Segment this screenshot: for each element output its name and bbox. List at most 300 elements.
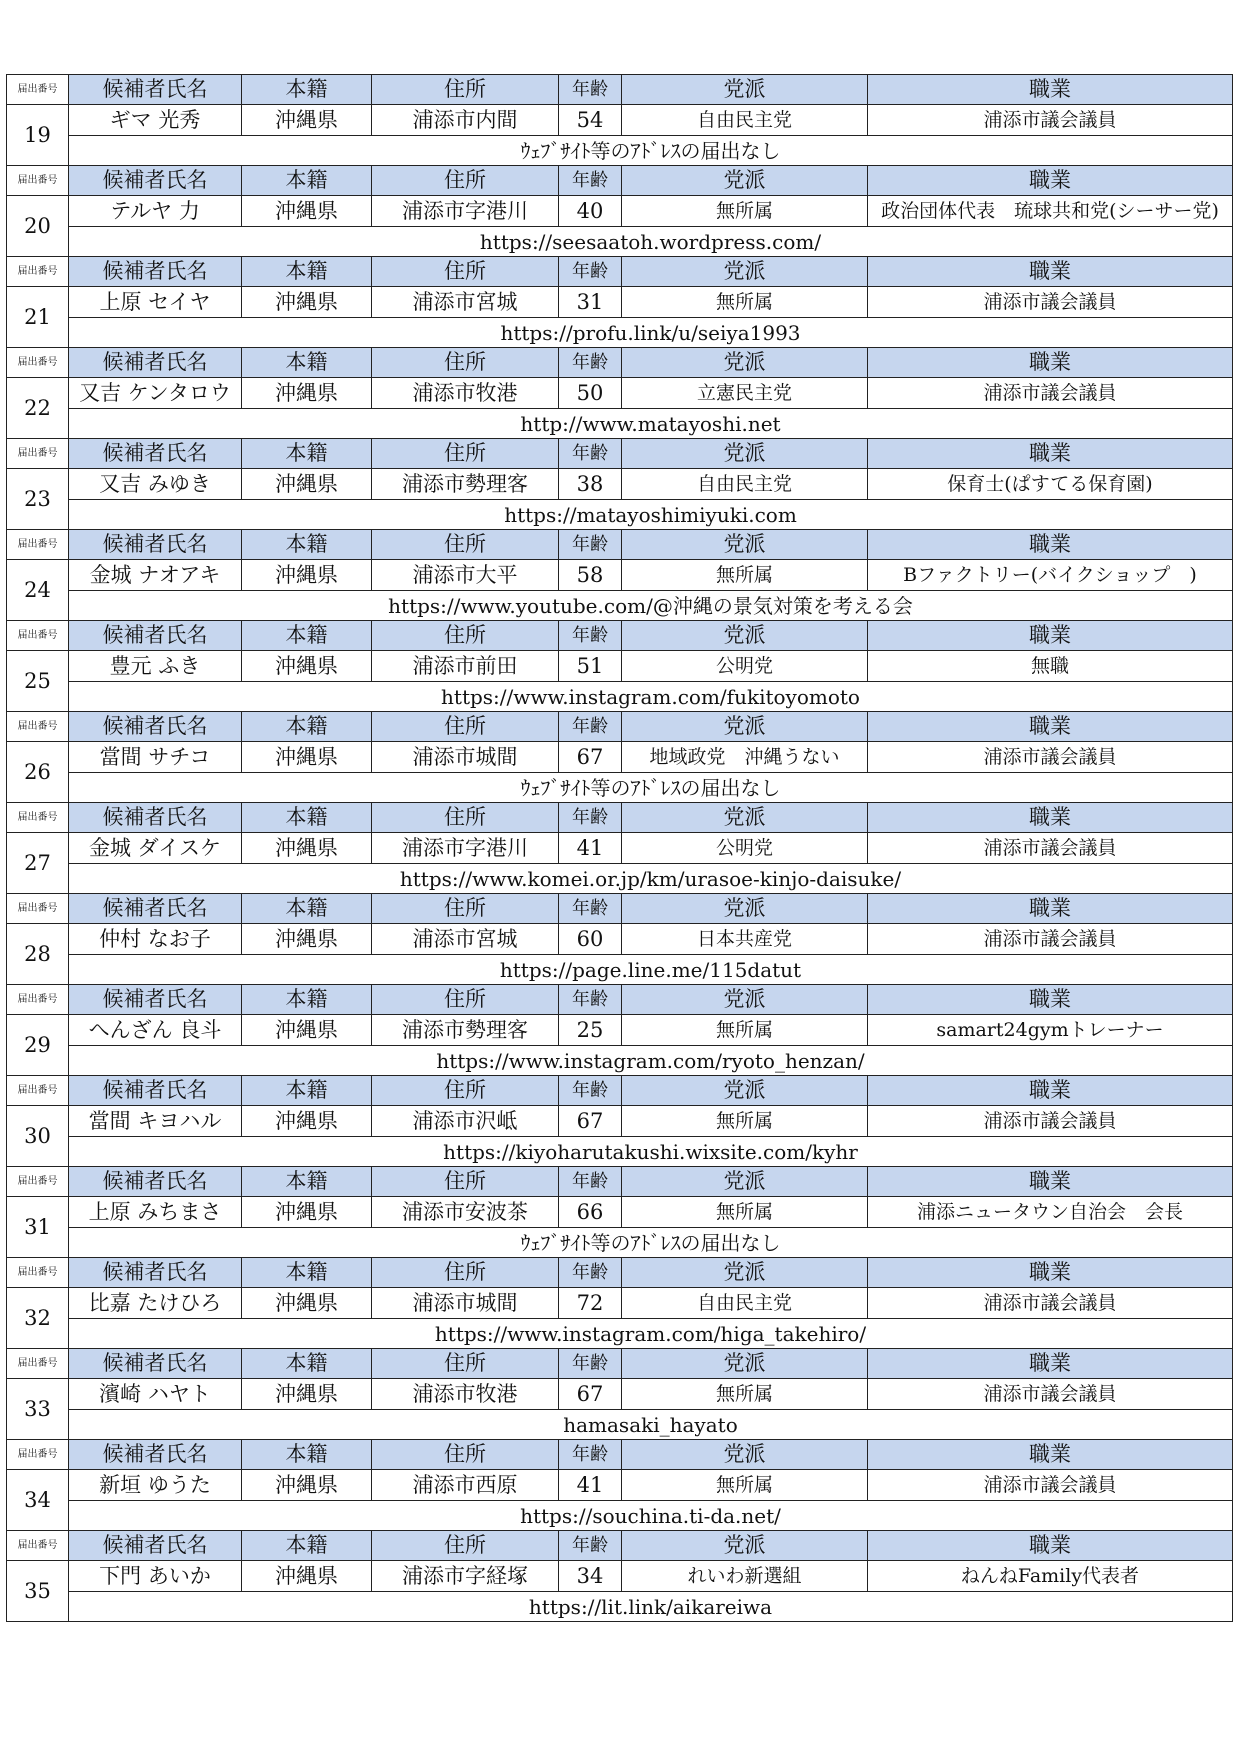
candidate-name: 金城 ダイスケ bbox=[69, 833, 242, 864]
candidate-job: 無職 bbox=[868, 651, 1233, 682]
candidate-website: https://lit.link/aikareiwa bbox=[69, 1592, 1233, 1622]
header-honseki: 本籍 bbox=[242, 1167, 372, 1197]
candidate-address: 浦添市勢理客 bbox=[372, 469, 559, 500]
candidate-row bbox=[7, 924, 1233, 955]
candidate-party: 自由民主党 bbox=[622, 469, 868, 500]
header-address: 住所 bbox=[372, 1440, 559, 1470]
header-address: 住所 bbox=[372, 166, 559, 196]
header-honseki: 本籍 bbox=[242, 621, 372, 651]
header-row bbox=[7, 439, 1233, 469]
header-honseki: 本籍 bbox=[242, 1349, 372, 1379]
header-address: 住所 bbox=[372, 348, 559, 378]
header-age: 年齢 bbox=[559, 621, 622, 651]
candidate-job: Bファクトリー(バイクショップ ) bbox=[868, 560, 1233, 591]
header-name: 候補者氏名 bbox=[69, 621, 242, 651]
header-number-label: 届出番号 bbox=[7, 1531, 69, 1561]
header-job: 職業 bbox=[868, 75, 1233, 105]
candidate-name: 濱崎 ハヤト bbox=[69, 1379, 242, 1410]
header-number-label: 届出番号 bbox=[7, 712, 69, 742]
candidate-number: 33 bbox=[7, 1379, 69, 1440]
header-row bbox=[7, 75, 1233, 105]
candidate-name: 又吉 みゆき bbox=[69, 469, 242, 500]
candidate-row bbox=[7, 651, 1233, 682]
candidate-row bbox=[7, 833, 1233, 864]
candidate-row bbox=[7, 287, 1233, 318]
header-job: 職業 bbox=[868, 348, 1233, 378]
header-job: 職業 bbox=[868, 1531, 1233, 1561]
candidate-url-row bbox=[7, 1319, 1233, 1349]
header-name: 候補者氏名 bbox=[69, 257, 242, 287]
header-number-label: 届出番号 bbox=[7, 621, 69, 651]
candidate-number: 26 bbox=[7, 742, 69, 803]
header-address: 住所 bbox=[372, 1258, 559, 1288]
header-address: 住所 bbox=[372, 530, 559, 560]
candidate-age: 38 bbox=[559, 469, 622, 500]
header-party: 党派 bbox=[622, 1076, 868, 1106]
header-honseki: 本籍 bbox=[242, 257, 372, 287]
candidate-url-row bbox=[7, 1501, 1233, 1531]
candidate-url-row bbox=[7, 864, 1233, 894]
header-name: 候補者氏名 bbox=[69, 75, 242, 105]
header-age: 年齢 bbox=[559, 257, 622, 287]
candidate-honseki: 沖縄県 bbox=[242, 1106, 372, 1137]
candidate-age: 41 bbox=[559, 833, 622, 864]
header-row bbox=[7, 1167, 1233, 1197]
header-age: 年齢 bbox=[559, 348, 622, 378]
header-honseki: 本籍 bbox=[242, 1076, 372, 1106]
header-number-label: 届出番号 bbox=[7, 1349, 69, 1379]
header-honseki: 本籍 bbox=[242, 985, 372, 1015]
candidate-job: 浦添市議会議員 bbox=[868, 742, 1233, 773]
header-number-label: 届出番号 bbox=[7, 803, 69, 833]
candidate-name: 豊元 ふき bbox=[69, 651, 242, 682]
header-number-label: 届出番号 bbox=[7, 530, 69, 560]
candidate-honseki: 沖縄県 bbox=[242, 1379, 372, 1410]
candidate-age: 34 bbox=[559, 1561, 622, 1592]
header-name: 候補者氏名 bbox=[69, 712, 242, 742]
candidate-address: 浦添市勢理客 bbox=[372, 1015, 559, 1046]
header-name: 候補者氏名 bbox=[69, 1440, 242, 1470]
candidate-url-row bbox=[7, 955, 1233, 985]
candidate-job: 浦添市議会議員 bbox=[868, 1379, 1233, 1410]
candidate-age: 72 bbox=[559, 1288, 622, 1319]
candidate-website: hamasaki_hayato bbox=[69, 1410, 1233, 1440]
candidate-party: 無所属 bbox=[622, 1197, 868, 1228]
candidate-table bbox=[6, 74, 1233, 1622]
header-address: 住所 bbox=[372, 75, 559, 105]
header-row bbox=[7, 257, 1233, 287]
header-number-label: 届出番号 bbox=[7, 1440, 69, 1470]
candidate-age: 67 bbox=[559, 1379, 622, 1410]
candidate-row bbox=[7, 1561, 1233, 1592]
candidate-age: 25 bbox=[559, 1015, 622, 1046]
candidate-number: 35 bbox=[7, 1561, 69, 1622]
candidate-address: 浦添市牧港 bbox=[372, 378, 559, 409]
header-party: 党派 bbox=[622, 1167, 868, 1197]
candidate-party: 無所属 bbox=[622, 1379, 868, 1410]
candidate-website: https://www.youtube.com/@沖縄の景気対策を考える会 bbox=[69, 591, 1233, 621]
candidate-row bbox=[7, 1015, 1233, 1046]
candidate-row bbox=[7, 378, 1233, 409]
candidate-party: 無所属 bbox=[622, 287, 868, 318]
header-address: 住所 bbox=[372, 894, 559, 924]
candidate-url-row bbox=[7, 682, 1233, 712]
candidate-honseki: 沖縄県 bbox=[242, 196, 372, 227]
candidate-number: 20 bbox=[7, 196, 69, 257]
candidate-website: https://souchina.ti-da.net/ bbox=[69, 1501, 1233, 1531]
header-name: 候補者氏名 bbox=[69, 1076, 242, 1106]
header-age: 年齢 bbox=[559, 1440, 622, 1470]
candidate-website: http://www.matayoshi.net bbox=[69, 409, 1233, 439]
candidate-address: 浦添市字港川 bbox=[372, 833, 559, 864]
candidate-job: 浦添市議会議員 bbox=[868, 105, 1233, 136]
candidate-row bbox=[7, 196, 1233, 227]
candidate-job: 保育士(ぱすてる保育園) bbox=[868, 469, 1233, 500]
header-party: 党派 bbox=[622, 1440, 868, 1470]
candidate-honseki: 沖縄県 bbox=[242, 1197, 372, 1228]
candidate-party: 公明党 bbox=[622, 651, 868, 682]
header-party: 党派 bbox=[622, 530, 868, 560]
candidate-website: https://seesaatoh.wordpress.com/ bbox=[69, 227, 1233, 257]
candidate-number: 21 bbox=[7, 287, 69, 348]
header-party: 党派 bbox=[622, 257, 868, 287]
candidate-name: 又吉 ケンタロウ bbox=[69, 378, 242, 409]
header-job: 職業 bbox=[868, 166, 1233, 196]
candidate-row bbox=[7, 1379, 1233, 1410]
header-name: 候補者氏名 bbox=[69, 894, 242, 924]
candidate-number: 24 bbox=[7, 560, 69, 621]
candidate-number: 27 bbox=[7, 833, 69, 894]
header-row bbox=[7, 530, 1233, 560]
candidate-number: 32 bbox=[7, 1288, 69, 1349]
header-address: 住所 bbox=[372, 1531, 559, 1561]
candidate-party: 無所属 bbox=[622, 560, 868, 591]
header-name: 候補者氏名 bbox=[69, 1258, 242, 1288]
header-age: 年齢 bbox=[559, 166, 622, 196]
candidate-job: 政治団体代表 琉球共和党(シーサー党) bbox=[868, 196, 1233, 227]
header-age: 年齢 bbox=[559, 712, 622, 742]
header-age: 年齢 bbox=[559, 803, 622, 833]
header-party: 党派 bbox=[622, 75, 868, 105]
candidate-job: ねんねFamily代表者 bbox=[868, 1561, 1233, 1592]
candidate-address: 浦添市字経塚 bbox=[372, 1561, 559, 1592]
candidate-age: 67 bbox=[559, 742, 622, 773]
candidate-age: 41 bbox=[559, 1470, 622, 1501]
header-name: 候補者氏名 bbox=[69, 1531, 242, 1561]
candidate-honseki: 沖縄県 bbox=[242, 651, 372, 682]
candidate-website: ｳｪﾌﾞｻｲﾄ等のｱﾄﾞﾚｽの届出なし bbox=[69, 136, 1233, 166]
header-address: 住所 bbox=[372, 257, 559, 287]
header-job: 職業 bbox=[868, 1076, 1233, 1106]
candidate-row bbox=[7, 1197, 1233, 1228]
candidate-row bbox=[7, 105, 1233, 136]
header-job: 職業 bbox=[868, 1167, 1233, 1197]
header-job: 職業 bbox=[868, 621, 1233, 651]
header-job: 職業 bbox=[868, 894, 1233, 924]
candidate-row bbox=[7, 560, 1233, 591]
header-name: 候補者氏名 bbox=[69, 803, 242, 833]
header-party: 党派 bbox=[622, 348, 868, 378]
header-age: 年齢 bbox=[559, 1167, 622, 1197]
candidate-name: 上原 みちまさ bbox=[69, 1197, 242, 1228]
candidate-address: 浦添市前田 bbox=[372, 651, 559, 682]
candidate-honseki: 沖縄県 bbox=[242, 287, 372, 318]
candidate-row bbox=[7, 742, 1233, 773]
candidate-number: 19 bbox=[7, 105, 69, 166]
candidate-url-row bbox=[7, 1228, 1233, 1258]
candidate-website: https://page.line.me/115datut bbox=[69, 955, 1233, 985]
header-row bbox=[7, 712, 1233, 742]
candidate-address: 浦添市沢岻 bbox=[372, 1106, 559, 1137]
candidate-honseki: 沖縄県 bbox=[242, 1288, 372, 1319]
candidate-name: へんざん 良斗 bbox=[69, 1015, 242, 1046]
header-number-label: 届出番号 bbox=[7, 166, 69, 196]
candidate-party: 地域政党 沖縄うない bbox=[622, 742, 868, 773]
header-name: 候補者氏名 bbox=[69, 985, 242, 1015]
candidate-url-row bbox=[7, 1592, 1233, 1622]
candidate-row bbox=[7, 1288, 1233, 1319]
header-party: 党派 bbox=[622, 712, 868, 742]
candidate-number: 22 bbox=[7, 378, 69, 439]
header-age: 年齢 bbox=[559, 439, 622, 469]
header-job: 職業 bbox=[868, 1258, 1233, 1288]
candidate-name: 金城 ナオアキ bbox=[69, 560, 242, 591]
candidate-url-row bbox=[7, 773, 1233, 803]
header-honseki: 本籍 bbox=[242, 1531, 372, 1561]
header-party: 党派 bbox=[622, 894, 868, 924]
header-name: 候補者氏名 bbox=[69, 1167, 242, 1197]
header-address: 住所 bbox=[372, 803, 559, 833]
candidate-address: 浦添市字港川 bbox=[372, 196, 559, 227]
candidate-address: 浦添市西原 bbox=[372, 1470, 559, 1501]
header-job: 職業 bbox=[868, 1349, 1233, 1379]
header-number-label: 届出番号 bbox=[7, 1258, 69, 1288]
candidate-website: https://kiyoharutakushi.wixsite.com/kyhr bbox=[69, 1137, 1233, 1167]
candidate-job: 浦添市議会議員 bbox=[868, 378, 1233, 409]
header-number-label: 届出番号 bbox=[7, 75, 69, 105]
candidate-honseki: 沖縄県 bbox=[242, 469, 372, 500]
header-row bbox=[7, 1258, 1233, 1288]
header-age: 年齢 bbox=[559, 75, 622, 105]
candidate-name: 比嘉 たけひろ bbox=[69, 1288, 242, 1319]
candidate-address: 浦添市城間 bbox=[372, 742, 559, 773]
candidate-url-row bbox=[7, 500, 1233, 530]
candidate-honseki: 沖縄県 bbox=[242, 924, 372, 955]
header-party: 党派 bbox=[622, 621, 868, 651]
candidate-address: 浦添市宮城 bbox=[372, 924, 559, 955]
header-age: 年齢 bbox=[559, 1531, 622, 1561]
header-row bbox=[7, 894, 1233, 924]
header-honseki: 本籍 bbox=[242, 530, 372, 560]
header-row bbox=[7, 1349, 1233, 1379]
candidate-address: 浦添市内間 bbox=[372, 105, 559, 136]
header-address: 住所 bbox=[372, 1076, 559, 1106]
candidate-job: 浦添市議会議員 bbox=[868, 1106, 1233, 1137]
header-name: 候補者氏名 bbox=[69, 439, 242, 469]
candidate-party: 日本共産党 bbox=[622, 924, 868, 955]
header-honseki: 本籍 bbox=[242, 712, 372, 742]
header-job: 職業 bbox=[868, 439, 1233, 469]
candidate-party: 無所属 bbox=[622, 196, 868, 227]
header-address: 住所 bbox=[372, 621, 559, 651]
header-row bbox=[7, 166, 1233, 196]
candidate-age: 40 bbox=[559, 196, 622, 227]
candidate-url-row bbox=[7, 1137, 1233, 1167]
candidate-job: 浦添市議会議員 bbox=[868, 287, 1233, 318]
header-name: 候補者氏名 bbox=[69, 530, 242, 560]
candidate-party: 無所属 bbox=[622, 1470, 868, 1501]
candidate-name: ギマ 光秀 bbox=[69, 105, 242, 136]
header-number-label: 届出番号 bbox=[7, 348, 69, 378]
candidate-name: 當間 キヨハル bbox=[69, 1106, 242, 1137]
header-age: 年齢 bbox=[559, 894, 622, 924]
candidate-website: https://www.instagram.com/higa_takehiro/ bbox=[69, 1319, 1233, 1349]
header-job: 職業 bbox=[868, 712, 1233, 742]
candidate-website: https://profu.link/u/seiya1993 bbox=[69, 318, 1233, 348]
header-name: 候補者氏名 bbox=[69, 166, 242, 196]
header-row bbox=[7, 985, 1233, 1015]
header-party: 党派 bbox=[622, 1531, 868, 1561]
candidate-url-row bbox=[7, 1046, 1233, 1076]
candidate-number: 25 bbox=[7, 651, 69, 712]
candidate-address: 浦添市大平 bbox=[372, 560, 559, 591]
candidate-row bbox=[7, 1106, 1233, 1137]
candidate-url-row bbox=[7, 409, 1233, 439]
header-job: 職業 bbox=[868, 530, 1233, 560]
header-age: 年齢 bbox=[559, 1258, 622, 1288]
candidate-honseki: 沖縄県 bbox=[242, 1561, 372, 1592]
header-party: 党派 bbox=[622, 439, 868, 469]
header-number-label: 届出番号 bbox=[7, 894, 69, 924]
header-number-label: 届出番号 bbox=[7, 1076, 69, 1106]
candidate-age: 31 bbox=[559, 287, 622, 318]
candidate-party: 立憲民主党 bbox=[622, 378, 868, 409]
candidate-party: 自由民主党 bbox=[622, 105, 868, 136]
candidate-age: 54 bbox=[559, 105, 622, 136]
candidate-honseki: 沖縄県 bbox=[242, 560, 372, 591]
header-honseki: 本籍 bbox=[242, 1440, 372, 1470]
header-job: 職業 bbox=[868, 803, 1233, 833]
candidate-website: https://www.komei.or.jp/km/urasoe-kinjo-daisuke/ bbox=[69, 864, 1233, 894]
header-party: 党派 bbox=[622, 985, 868, 1015]
header-number-label: 届出番号 bbox=[7, 985, 69, 1015]
candidate-party: 公明党 bbox=[622, 833, 868, 864]
candidate-honseki: 沖縄県 bbox=[242, 1015, 372, 1046]
header-number-label: 届出番号 bbox=[7, 1167, 69, 1197]
candidate-age: 60 bbox=[559, 924, 622, 955]
candidate-row bbox=[7, 1470, 1233, 1501]
header-age: 年齢 bbox=[559, 1349, 622, 1379]
header-honseki: 本籍 bbox=[242, 803, 372, 833]
candidate-url-row bbox=[7, 1410, 1233, 1440]
header-address: 住所 bbox=[372, 1167, 559, 1197]
header-party: 党派 bbox=[622, 1349, 868, 1379]
candidate-website: ｳｪﾌﾞｻｲﾄ等のｱﾄﾞﾚｽの届出なし bbox=[69, 1228, 1233, 1258]
candidate-age: 50 bbox=[559, 378, 622, 409]
header-row bbox=[7, 803, 1233, 833]
header-job: 職業 bbox=[868, 985, 1233, 1015]
candidate-url-row bbox=[7, 136, 1233, 166]
header-row bbox=[7, 1076, 1233, 1106]
header-address: 住所 bbox=[372, 1349, 559, 1379]
candidate-party: れいわ新選組 bbox=[622, 1561, 868, 1592]
candidate-name: 仲村 なお子 bbox=[69, 924, 242, 955]
header-name: 候補者氏名 bbox=[69, 1349, 242, 1379]
candidate-age: 58 bbox=[559, 560, 622, 591]
candidate-party: 無所属 bbox=[622, 1015, 868, 1046]
candidate-address: 浦添市安波茶 bbox=[372, 1197, 559, 1228]
candidate-number: 30 bbox=[7, 1106, 69, 1167]
candidate-job: 浦添市議会議員 bbox=[868, 1288, 1233, 1319]
candidate-job: 浦添市議会議員 bbox=[868, 833, 1233, 864]
candidate-age: 67 bbox=[559, 1106, 622, 1137]
header-address: 住所 bbox=[372, 985, 559, 1015]
candidate-website: https://www.instagram.com/fukitoyomoto bbox=[69, 682, 1233, 712]
header-age: 年齢 bbox=[559, 1076, 622, 1106]
candidate-party: 無所属 bbox=[622, 1106, 868, 1137]
header-name: 候補者氏名 bbox=[69, 348, 242, 378]
header-party: 党派 bbox=[622, 1258, 868, 1288]
header-party: 党派 bbox=[622, 166, 868, 196]
candidate-age: 51 bbox=[559, 651, 622, 682]
candidate-address: 浦添市牧港 bbox=[372, 1379, 559, 1410]
candidate-job: 浦添市議会議員 bbox=[868, 924, 1233, 955]
candidate-number: 34 bbox=[7, 1470, 69, 1531]
candidate-name: テルヤ 力 bbox=[69, 196, 242, 227]
header-honseki: 本籍 bbox=[242, 1258, 372, 1288]
header-row bbox=[7, 1531, 1233, 1561]
candidate-url-row bbox=[7, 227, 1233, 257]
candidate-age: 66 bbox=[559, 1197, 622, 1228]
header-address: 住所 bbox=[372, 712, 559, 742]
header-address: 住所 bbox=[372, 439, 559, 469]
candidate-party: 自由民主党 bbox=[622, 1288, 868, 1319]
candidate-honseki: 沖縄県 bbox=[242, 378, 372, 409]
candidate-address: 浦添市城間 bbox=[372, 1288, 559, 1319]
header-age: 年齢 bbox=[559, 985, 622, 1015]
header-age: 年齢 bbox=[559, 530, 622, 560]
candidate-number: 28 bbox=[7, 924, 69, 985]
candidate-number: 31 bbox=[7, 1197, 69, 1258]
candidate-job: samart24gymトレーナー bbox=[868, 1015, 1233, 1046]
header-honseki: 本籍 bbox=[242, 75, 372, 105]
candidate-number: 23 bbox=[7, 469, 69, 530]
candidate-honseki: 沖縄県 bbox=[242, 833, 372, 864]
header-job: 職業 bbox=[868, 1440, 1233, 1470]
candidate-website: ｳｪﾌﾞｻｲﾄ等のｱﾄﾞﾚｽの届出なし bbox=[69, 773, 1233, 803]
candidate-job: 浦添ニュータウン自治会 会長 bbox=[868, 1197, 1233, 1228]
header-number-label: 届出番号 bbox=[7, 257, 69, 287]
header-honseki: 本籍 bbox=[242, 439, 372, 469]
header-row bbox=[7, 621, 1233, 651]
candidate-name: 新垣 ゆうた bbox=[69, 1470, 242, 1501]
candidate-job: 浦添市議会議員 bbox=[868, 1470, 1233, 1501]
candidate-row bbox=[7, 469, 1233, 500]
candidate-number: 29 bbox=[7, 1015, 69, 1076]
header-job: 職業 bbox=[868, 257, 1233, 287]
header-honseki: 本籍 bbox=[242, 348, 372, 378]
candidate-website: https://www.instagram.com/ryoto_henzan/ bbox=[69, 1046, 1233, 1076]
candidate-address: 浦添市宮城 bbox=[372, 287, 559, 318]
header-party: 党派 bbox=[622, 803, 868, 833]
candidate-honseki: 沖縄県 bbox=[242, 742, 372, 773]
candidate-honseki: 沖縄県 bbox=[242, 105, 372, 136]
candidate-url-row bbox=[7, 318, 1233, 348]
header-row bbox=[7, 348, 1233, 378]
candidate-name: 下門 あいか bbox=[69, 1561, 242, 1592]
candidate-name: 上原 セイヤ bbox=[69, 287, 242, 318]
header-honseki: 本籍 bbox=[242, 894, 372, 924]
